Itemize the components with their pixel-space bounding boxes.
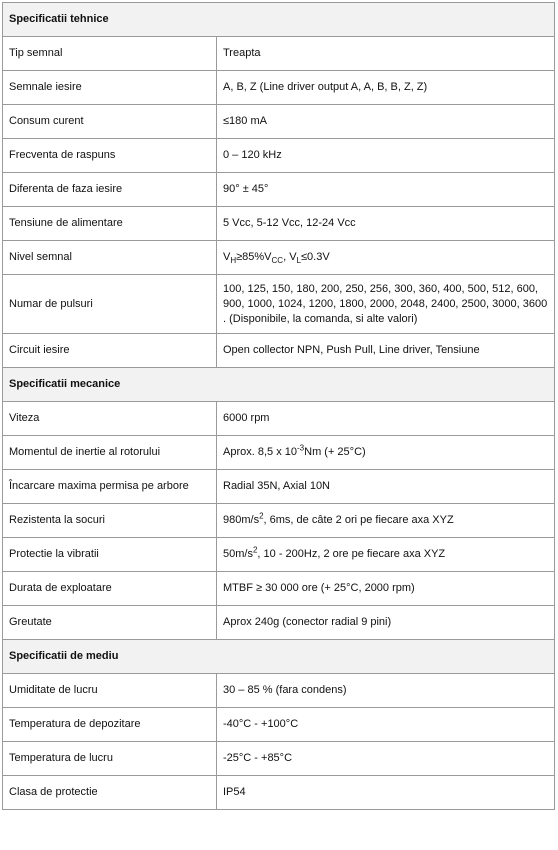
- row-value: 5 Vcc, 5-12 Vcc, 12-24 Vcc: [217, 207, 555, 241]
- row-label: Consum curent: [3, 105, 217, 139]
- row-value: -25°C - +85°C: [217, 742, 555, 776]
- table-row: [3, 504, 555, 538]
- table-row: [3, 275, 555, 334]
- table-row: [3, 538, 555, 572]
- subscript-text: H: [230, 256, 237, 266]
- row-label: Circuit iesire: [3, 334, 217, 368]
- table-row: [3, 470, 555, 504]
- row-value: -40°C - +100°C: [217, 708, 555, 742]
- value-text: 50m/s: [223, 548, 253, 560]
- value-text: , 6ms, de câte 2 ori pe fiecare axa XYZ: [263, 514, 454, 526]
- row-label: Momentul de inertie al rotorului: [3, 436, 217, 470]
- value-text: Aprox. 8,5 x 10: [223, 446, 297, 458]
- row-label: Semnale iesire: [3, 71, 217, 105]
- subscript-text: L: [296, 256, 301, 266]
- specs-table: [2, 2, 555, 810]
- table-row: [3, 207, 555, 241]
- table-row: [3, 173, 555, 207]
- section-title: Specificatii de mediu: [3, 640, 555, 674]
- value-text: Nm (+ 25°C): [304, 446, 366, 458]
- section-header-tech: [3, 3, 555, 37]
- value-text: ≥85%V: [236, 251, 272, 263]
- value-text: 980m/s: [223, 514, 260, 526]
- row-value: [217, 538, 555, 572]
- table-row: [3, 139, 555, 173]
- subscript-text: CC: [271, 256, 284, 266]
- row-label: Temperatura de lucru: [3, 742, 217, 776]
- superscript-text: 2: [252, 545, 258, 555]
- table-row: [3, 71, 555, 105]
- superscript-text: -3: [297, 443, 305, 453]
- row-label: Greutate: [3, 606, 217, 640]
- section-header-mech: [3, 368, 555, 402]
- table-row: [3, 241, 555, 275]
- table-row: [3, 402, 555, 436]
- row-value: A, B, Z (Line driver output A, A, B, B, Z, Z): [217, 71, 555, 105]
- row-value: 90° ± 45°: [217, 173, 555, 207]
- row-label: Încarcare maxima permisa pe arbore: [3, 470, 217, 504]
- row-value: MTBF ≥ 30 000 ore (+ 25°C, 2000 rpm): [217, 572, 555, 606]
- row-label: Nivel semnal: [3, 241, 217, 275]
- row-value: [217, 241, 555, 275]
- row-label: Temperatura de depozitare: [3, 708, 217, 742]
- table-row: [3, 334, 555, 368]
- table-row: [3, 606, 555, 640]
- section-header-env: [3, 640, 555, 674]
- row-value: 30 – 85 % (fara condens): [217, 674, 555, 708]
- row-label: Umiditate de lucru: [3, 674, 217, 708]
- value-text: V: [223, 251, 231, 263]
- table-row: [3, 436, 555, 470]
- row-label: Clasa de protectie: [3, 776, 217, 810]
- table-row: [3, 742, 555, 776]
- row-value: Aprox 240g (conector radial 9 pini): [217, 606, 555, 640]
- row-value: 0 – 120 kHz: [217, 139, 555, 173]
- row-label: Durata de exploatare: [3, 572, 217, 606]
- row-label: Viteza: [3, 402, 217, 436]
- row-value: [217, 504, 555, 538]
- row-label: Tensiune de alimentare: [3, 207, 217, 241]
- section-title: Specificatii tehnice: [3, 3, 555, 37]
- row-value: 6000 rpm: [217, 402, 555, 436]
- value-text: ≤0.3V: [300, 251, 330, 263]
- row-label: Rezistenta la socuri: [3, 504, 217, 538]
- row-value: Treapta: [217, 37, 555, 71]
- superscript-text: 2: [259, 511, 264, 521]
- row-label: Numar de pulsuri: [3, 275, 217, 334]
- table-row: [3, 105, 555, 139]
- row-value: Radial 35N, Axial 10N: [217, 470, 555, 504]
- row-value: ≤180 mA: [217, 105, 555, 139]
- table-row: [3, 708, 555, 742]
- table-row: [3, 572, 555, 606]
- table-row: [3, 37, 555, 71]
- row-value: 100, 125, 150, 180, 200, 250, 256, 300, 360, 400, 500, 512, 600, 900, 1000, 1024, 1200, 1800, 2000, 2048, 2400, 2500, 3000, 3600 . (Disponibile, la comanda, si alte valori): [217, 275, 555, 334]
- row-value: Open collector NPN, Push Pull, Line driver, Tensiune: [217, 334, 555, 368]
- row-label: Diferenta de faza iesire: [3, 173, 217, 207]
- row-value: [217, 436, 555, 470]
- table-row: [3, 776, 555, 810]
- row-value: IP54: [217, 776, 555, 810]
- section-title: Specificatii mecanice: [3, 368, 555, 402]
- value-text: , V: [283, 251, 297, 263]
- table-row: [3, 674, 555, 708]
- row-label: Tip semnal: [3, 37, 217, 71]
- row-label: Frecventa de raspuns: [3, 139, 217, 173]
- row-label: Protectie la vibratii: [3, 538, 217, 572]
- value-text: , 10 - 200Hz, 2 ore pe fiecare axa XYZ: [257, 548, 446, 560]
